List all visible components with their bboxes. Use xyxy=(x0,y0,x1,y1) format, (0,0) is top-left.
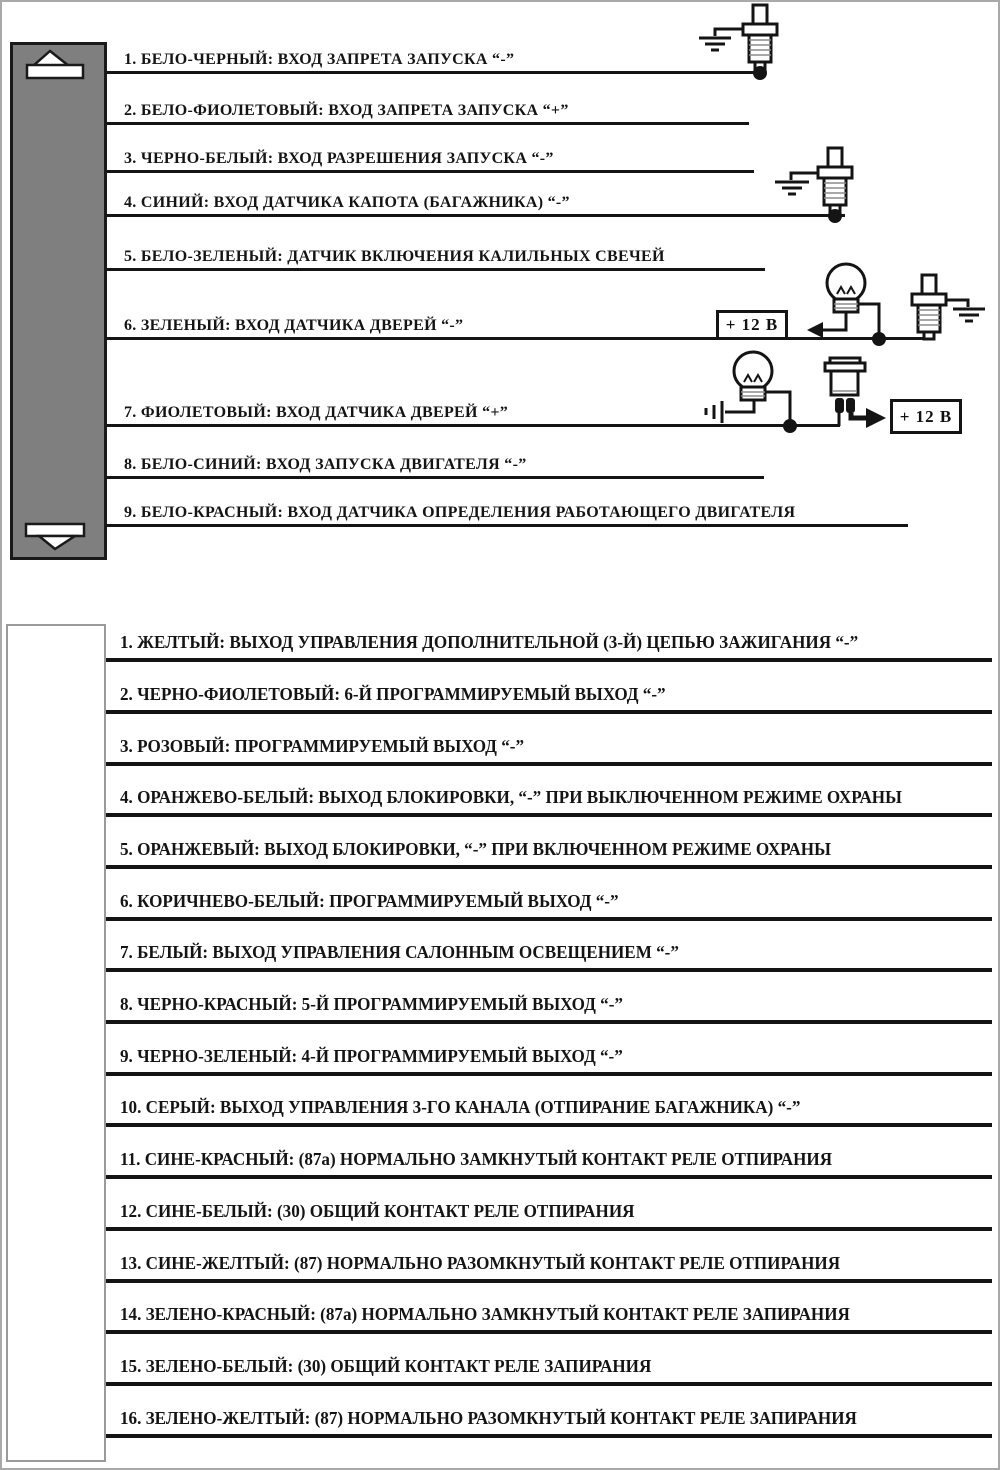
top-wire-line-3 xyxy=(107,170,754,173)
pin-switch-icon xyxy=(912,275,946,339)
wire-segment xyxy=(765,392,790,426)
arrow-right-icon xyxy=(866,408,886,428)
bottom-wire-line-8 xyxy=(106,1020,992,1024)
ground-icon xyxy=(706,400,754,423)
connector-down-arrow-icon xyxy=(26,524,84,549)
pin-switch-icon xyxy=(818,148,852,223)
bottom-wire-line-16 xyxy=(106,1434,992,1438)
bottom-wire-label-2: 2. ЧЕРНО-ФИОЛЕТОВЫЙ: 6-Й ПРОГРАММИРУЕМЫЙ ВЫХОД “-” xyxy=(120,684,666,704)
bottom-wire-label-1: 1. ЖЕЛТЫЙ: ВЫХОД УПРАВЛЕНИЯ ДОПОЛНИТЕЛЬНОЙ (3-Й) ЦЕПЬЮ ЗАЖИГАНИЯ “-” xyxy=(120,632,859,652)
bottom-wire-line-11 xyxy=(106,1175,992,1179)
wire-segment xyxy=(823,312,846,330)
bottom-wire-line-12 xyxy=(106,1227,992,1231)
top-wire-label-4: 4. СИНИЙ: ВХОД ДАТЧИКА КАПОТА (БАГАЖНИКА) “-” xyxy=(124,194,570,211)
bottom-wire-line-15 xyxy=(106,1382,992,1386)
wire-segment xyxy=(858,304,879,339)
bottom-wire-line-13 xyxy=(106,1279,992,1283)
bottom-wire-line-3 xyxy=(106,762,992,766)
bulb-icon xyxy=(827,264,865,312)
connector-block-bottom xyxy=(6,624,106,1462)
top-wire-line-4 xyxy=(107,214,845,217)
bottom-wire-label-6: 6. КОРИЧНЕВО-БЕЛЫЙ: ПРОГРАММИРУЕМЫЙ ВЫХОД “-” xyxy=(120,891,619,911)
top-wire-label-8: 8. БЕЛО-СИНИЙ: ВХОД ЗАПУСКА ДВИГАТЕЛЯ “-” xyxy=(124,456,527,473)
bottom-wire-label-10: 10. СЕРЫЙ: ВЫХОД УПРАВЛЕНИЯ 3-ГО КАНАЛА (ОТПИРАНИЕ БАГАЖНИКА) “-” xyxy=(120,1097,801,1117)
pin-switch-icon xyxy=(743,5,777,80)
top-wire-label-5: 5. БЕЛО-ЗЕЛЕНЫЙ: ДАТЧИК ВКЛЮЧЕНИЯ КАЛИЛЬНЫХ СВЕЧЕЙ xyxy=(124,248,665,265)
top-wire-label-1: 1. БЕЛО-ЧЕРНЫЙ: ВХОД ЗАПРЕТА ЗАПУСКА “-” xyxy=(124,51,515,68)
bottom-wire-label-4: 4. ОРАНЖЕВО-БЕЛЫЙ: ВЫХОД БЛОКИРОВКИ, “-” ПРИ ВЫКЛЮЧЕННОМ РЕЖИМЕ ОХРАНЫ xyxy=(120,787,902,807)
wire-segment xyxy=(851,413,868,418)
ground-icon xyxy=(775,173,818,194)
bottom-wire-line-4 xyxy=(106,813,992,817)
ground-icon xyxy=(946,300,985,321)
bottom-wire-line-6 xyxy=(106,917,992,921)
top-wire-line-7 xyxy=(107,424,840,427)
top-wire-line-8 xyxy=(107,476,764,479)
connector-up-arrow-icon xyxy=(27,51,83,78)
hood-switch-icon xyxy=(825,358,865,413)
bottom-wire-line-1 xyxy=(106,658,992,662)
bottom-wire-label-13: 13. СИНЕ-ЖЕЛТЫЙ: (87) НОРМАЛЬНО РАЗОМКНУТЫЙ КОНТАКТ РЕЛЕ ОТПИРАНИЯ xyxy=(120,1253,841,1273)
connector-arrows xyxy=(13,45,104,557)
bottom-wire-label-3: 3. РОЗОВЫЙ: ПРОГРАММИРУЕМЫЙ ВЫХОД “-” xyxy=(120,736,525,756)
plus-12v-box: + 12 В xyxy=(716,310,788,340)
bottom-wire-line-14 xyxy=(106,1330,992,1334)
bottom-wire-label-16: 16. ЗЕЛЕНО-ЖЕЛТЫЙ: (87) НОРМАЛЬНО РАЗОМКНУТЫЙ КОНТАКТ РЕЛЕ ЗАПИРАНИЯ xyxy=(120,1408,857,1428)
bottom-wire-label-5: 5. ОРАНЖЕВЫЙ: ВЫХОД БЛОКИРОВКИ, “-” ПРИ ВКЛЮЧЕННОМ РЕЖИМЕ ОХРАНЫ xyxy=(120,839,831,859)
bulb-icon xyxy=(734,352,772,400)
bottom-wire-label-15: 15. ЗЕЛЕНО-БЕЛЫЙ: (30) ОБЩИЙ КОНТАКТ РЕЛЕ ЗАПИРАНИЯ xyxy=(120,1356,652,1376)
bottom-wire-label-8: 8. ЧЕРНО-КРАСНЫЙ: 5-Й ПРОГРАММИРУЕМЫЙ ВЫХОД “-” xyxy=(120,994,623,1014)
top-wire-label-2: 2. БЕЛО-ФИОЛЕТОВЫЙ: ВХОД ЗАПРЕТА ЗАПУСКА “+” xyxy=(124,102,569,119)
bottom-wire-line-2 xyxy=(106,710,992,714)
ground-icon xyxy=(699,29,744,50)
top-wire-line-2 xyxy=(107,122,749,125)
top-wire-line-1 xyxy=(107,71,765,74)
top-wire-line-9 xyxy=(107,524,908,527)
bottom-wire-line-7 xyxy=(106,968,992,972)
bottom-wire-label-11: 11. СИНЕ-КРАСНЫЙ: (87а) НОРМАЛЬНО ЗАМКНУТЫЙ КОНТАКТ РЕЛЕ ОТПИРАНИЯ xyxy=(120,1149,833,1169)
bottom-wire-line-9 xyxy=(106,1072,992,1076)
connector-block-top xyxy=(10,42,107,560)
top-wire-label-9: 9. БЕЛО-КРАСНЫЙ: ВХОД ДАТЧИКА ОПРЕДЕЛЕНИЯ РАБОТАЮЩЕГО ДВИГАТЕЛЯ xyxy=(124,504,796,521)
top-wire-line-5 xyxy=(107,268,765,271)
top-wire-label-7: 7. ФИОЛЕТОВЫЙ: ВХОД ДАТЧИКА ДВЕРЕЙ “+” xyxy=(124,404,509,421)
plus-12v-box: + 12 В xyxy=(890,399,962,434)
bottom-wire-label-7: 7. БЕЛЫЙ: ВЫХОД УПРАВЛЕНИЯ САЛОННЫМ ОСВЕЩЕНИЕМ “-” xyxy=(120,942,679,962)
top-wire-line-6 xyxy=(107,337,929,340)
top-wire-label-6: 6. ЗЕЛЕНЫЙ: ВХОД ДАТЧИКА ДВЕРЕЙ “-” xyxy=(124,317,464,334)
bottom-wire-label-9: 9. ЧЕРНО-ЗЕЛЕНЫЙ: 4-Й ПРОГРАММИРУЕМЫЙ ВЫХОД “-” xyxy=(120,1046,623,1066)
bottom-wire-line-10 xyxy=(106,1123,992,1127)
arrow-left-icon xyxy=(807,322,823,338)
bottom-wire-line-5 xyxy=(106,865,992,869)
bottom-wire-label-14: 14. ЗЕЛЕНО-КРАСНЫЙ: (87а) НОРМАЛЬНО ЗАМКНУТЫЙ КОНТАКТ РЕЛЕ ЗАПИРАНИЯ xyxy=(120,1304,850,1324)
bottom-wire-label-12: 12. СИНЕ-БЕЛЫЙ: (30) ОБЩИЙ КОНТАКТ РЕЛЕ ОТПИРАНИЯ xyxy=(120,1201,635,1221)
top-wire-label-3: 3. ЧЕРНО-БЕЛЫЙ: ВХОД РАЗРЕШЕНИЯ ЗАПУСКА “-” xyxy=(124,150,554,167)
